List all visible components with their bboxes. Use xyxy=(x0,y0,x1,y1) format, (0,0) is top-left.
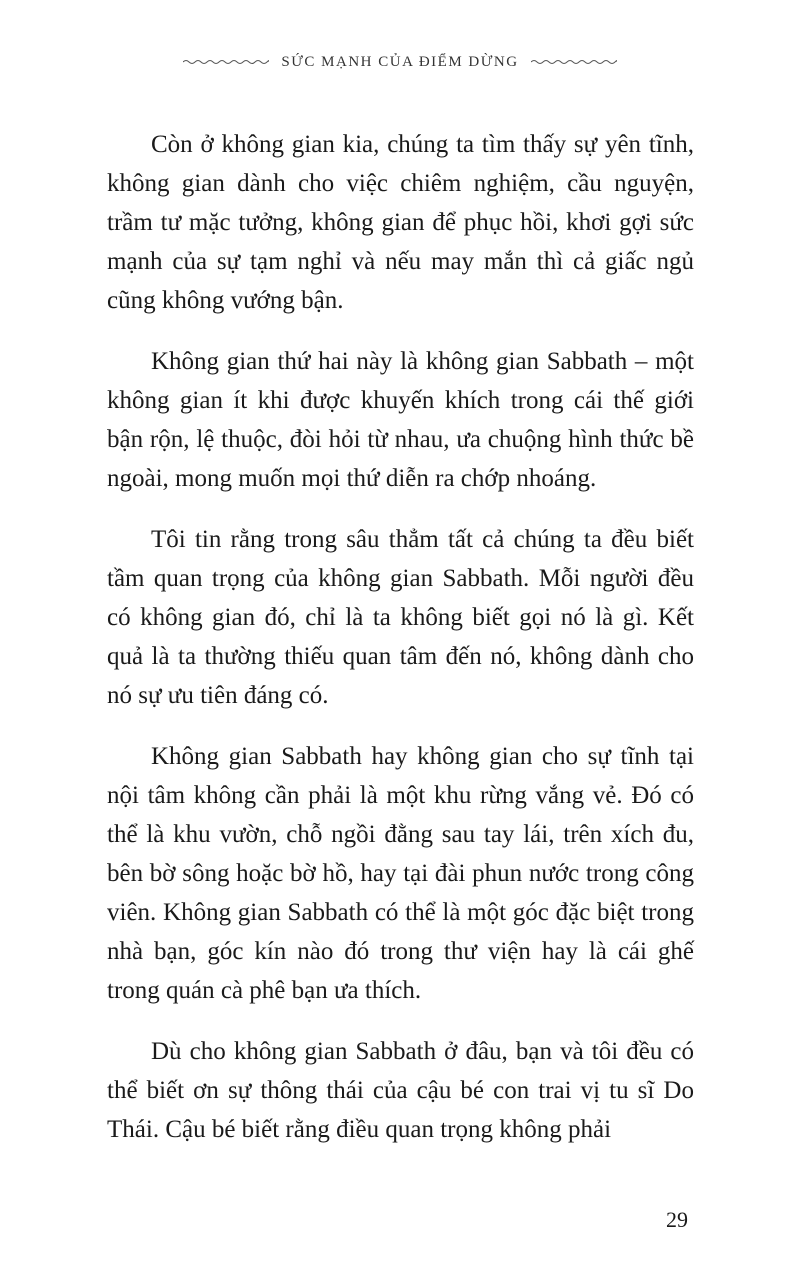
paragraph: Dù cho không gian Sabbath ở đâu, bạn và tôi đều có thể biết ơn sự thông thái của cậu bé con trai vị tu sĩ Do Thái. Cậu bé biết rằng điều quan trọng không phải xyxy=(107,1038,694,1143)
left-ornament-icon xyxy=(183,58,269,66)
paragraph: Còn ở không gian kia, chúng ta tìm thấy sự yên tĩnh, không gian dành cho việc chiêm nghiệm, cầu nguyện, trầm tư mặc tưởng, không gian để phục hồi, khơi gợi sức mạnh của sự tạm nghỉ và nếu may mắn thì cả giấc ngủ cũng không vướng bận. xyxy=(107,131,694,314)
page-number: 29 xyxy=(666,1207,688,1232)
running-title: SỨC MẠNH CỦA ĐIỂM DỪNG xyxy=(281,53,519,70)
body-text xyxy=(107,125,694,1171)
paragraph: Tôi tin rằng trong sâu thẳm tất cả chúng ta đều biết tầm quan trọng của không gian Sabbath. Mỗi người đều có không gian đó, chỉ là ta không biết gọi nó là gì. Kết quả là ta thường thiếu quan tâm đến nó, không dành cho nó sự ưu tiên đáng có. xyxy=(107,526,694,709)
running-header xyxy=(0,50,800,74)
right-ornament-icon xyxy=(531,58,617,66)
paragraph: Không gian thứ hai này là không gian Sabbath – một không gian ít khi được khuyến khích trong cái thế giới bận rộn, lệ thuộc, đòi hỏi từ nhau, ưa chuộng hình thức bề ngoài, mong muốn mọi thứ diễn ra chớp nhoáng. xyxy=(107,348,694,492)
paragraph: Không gian Sabbath hay không gian cho sự tĩnh tại nội tâm không cần phải là một khu rừng vắng vẻ. Đó có thể là khu vườn, chỗ ngồi đằng sau tay lái, trên xích đu, bên bờ sông hoặc bờ hồ, hay tại đài phun nước trong công viên. Không gian Sabbath có thể là một góc đặc biệt trong nhà bạn, góc kín nào đó trong thư viện hay là cái ghế trong quán cà phê bạn ưa thích. xyxy=(107,743,694,1004)
